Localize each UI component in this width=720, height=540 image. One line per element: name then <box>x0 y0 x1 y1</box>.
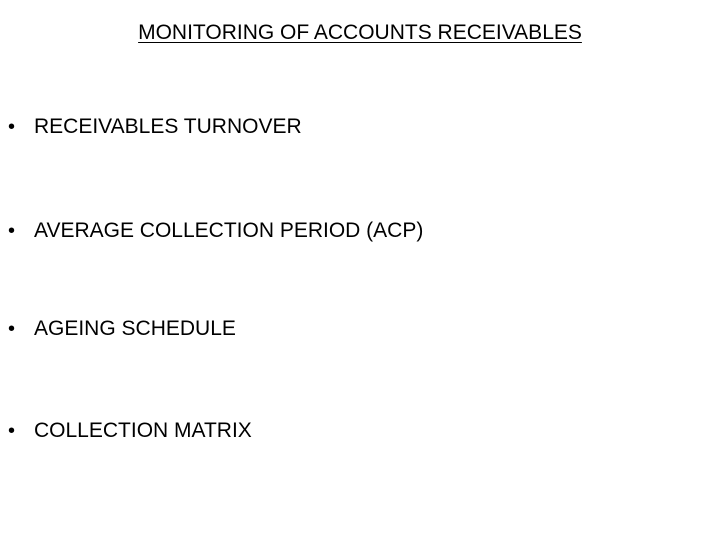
bullet-text: AGEING SCHEDULE <box>34 317 236 340</box>
bullet-icon: • <box>8 318 16 340</box>
bullet-item-receivables-turnover <box>8 112 302 142</box>
slide-title: MONITORING OF ACCOUNTS RECEIVABLES <box>138 21 582 44</box>
bullet-icon: • <box>8 220 16 242</box>
bullet-text: COLLECTION MATRIX <box>34 419 252 442</box>
bullet-text: RECEIVABLES TURNOVER <box>34 115 302 138</box>
bullet-item-collection-matrix <box>8 416 252 446</box>
bullet-text: AVERAGE COLLECTION PERIOD (ACP) <box>34 219 424 242</box>
bullet-item-ageing-schedule <box>8 314 236 344</box>
bullet-icon: • <box>8 116 16 138</box>
bullet-item-average-collection-period <box>8 216 423 246</box>
bullet-icon: • <box>8 420 16 442</box>
